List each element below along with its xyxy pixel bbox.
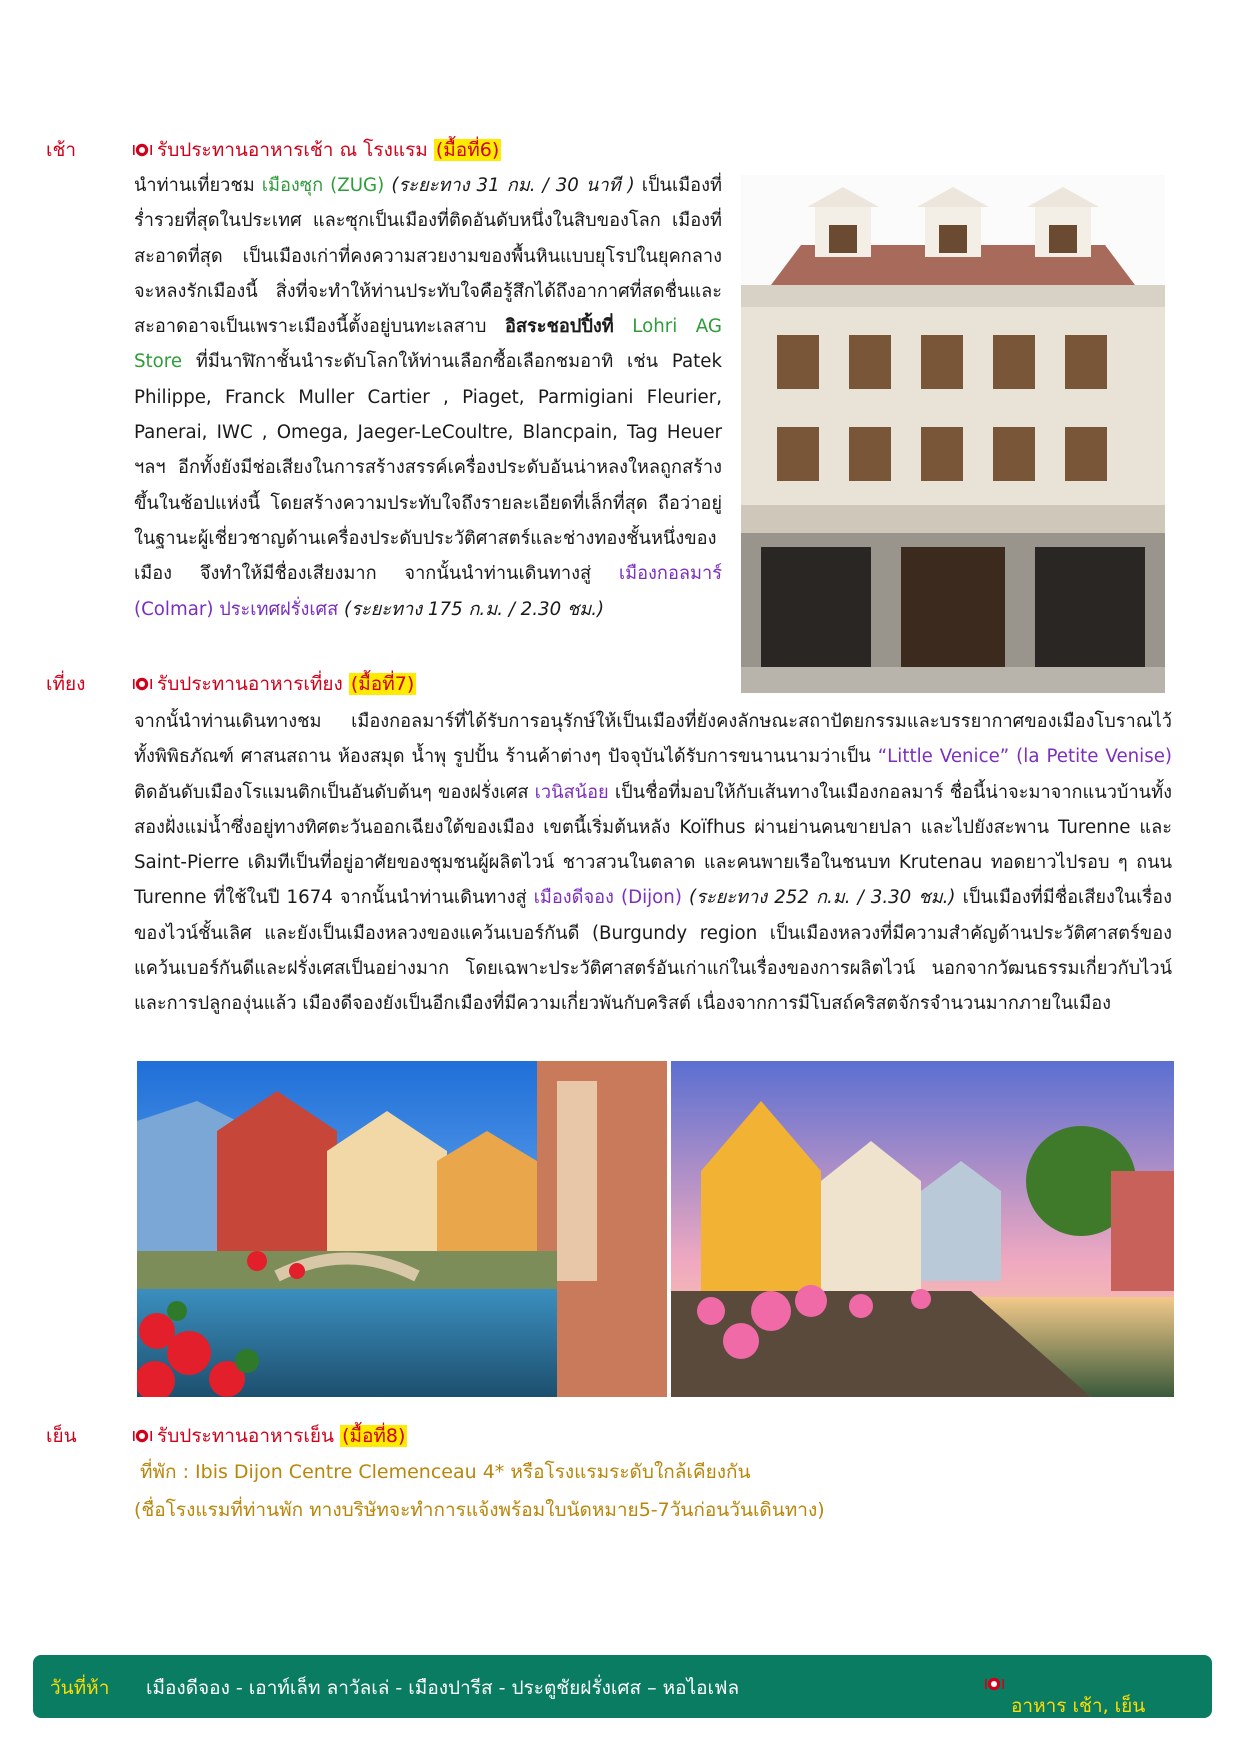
text-watches: ที่มีนาฬิกาชั้นนำระดับโลกให้ท่านเลือกซื้อเลือกชมอาทิ เช่น Patek Philippe, Franck Muller Cartier , Piaget, Parmigiani Fleurier, Panerai, IWC , Omega, Jaeger-LeCoultre, Blancpain, Tag Heuer ฯลฯ อีกทั้งยังมีช่อเสียงในการสร้างสรรค์เครื่องประดับอันน่าหลงใหลถูกสร้างขึ้นในช้อปแห่งนี้ โดยสร้างความประทับใจถึงรายละเอียดที่เล็กที่สุด ถือว่าอยู่ในฐานะผู้เชี่ยวชาญด้านเครื่องประดับประวัติศาสตร์และช่างทองชั้นหนึ่งของเมือง จึงทำให้มีชื่องเสียงมาก จากนั้นนำท่านเดินทางสู่ — [134, 351, 722, 585]
text-romantic: ติดอันดับเมืองโรแมนติกเป็นอันดับต้นๆ ของฝรั่งเศส — [134, 781, 529, 803]
distance-dijon: (ระยะทาง 252 ก.ม. / 3.30 ชม.) — [689, 887, 956, 909]
dish-icon — [133, 677, 153, 691]
dish-icon — [133, 1429, 153, 1443]
meal-line-lunch — [133, 669, 416, 699]
meal-text: รับประทานอาหารเที่ยง — [157, 673, 343, 695]
place-dijon: เมืองดีจอง (Dijon) — [533, 887, 682, 909]
day-route: เมืองดีจอง - เอาท์เล็ท ลาวัลเล่ - เมืองปารีส - ประตูชัยฝรั่งเศส – หอไอเฟล — [146, 1677, 740, 1699]
day-label: วันที่ห้า — [50, 1677, 110, 1699]
text-dijon: เป็นเมืองที่มีชื่อเสียงในเรื่องของไวน์ชั้นเลิศ และยังเป็นเมืองหลวงของแคว้นเบอร์กันดี (Burgundy region เป็นเมืองหลวงที่มีความสำคัญด้านประวัติศาสตร์ของแคว้นเบอร์กันดีและฝรั่งเศสเป็นอย่างมาก โดยเฉพาะประวัติศาสตร์อันเก่าแก่ในเรื่องของการผลิตไวน์ นอกจากวัฒนธรรมเกี่ยวกับไวน์และการปลูกองุ่นแล้ว เมืองดีจองยังเป็นอีกเมืองที่มีความเกี่ยวพันกับคริสต์ เนื่องจากการมีโบสถ์คริสตจักรจำนวนมากภายในเมือง — [134, 887, 1172, 1015]
meal-line-dinner — [133, 1421, 407, 1451]
meals-text: อาหาร เช้า, เย็น — [1011, 1695, 1146, 1717]
time-morning: เช้า — [46, 139, 77, 161]
time-evening: เย็น — [46, 1425, 77, 1447]
distance-colmar: (ระยะทาง 175 ก.ม. / 2.30 ชม.) — [344, 598, 605, 620]
day-meals — [985, 1673, 1146, 1717]
place-zug: เมืองซุก (ZUG) — [261, 175, 385, 196]
text-zug: เป็นเมืองที่ร่ำรวยที่สุดในประเทศ และซุกเป็นเมืองที่ติดอันดับหนึ่งในสิบของโลก เมืองที่สะอาดที่สุด เป็นเมืองเก่าที่คงความสวยงามของพื้นหินแบบยุโรปในยุคกลางจะหลงรักเมืองนี้ สิ่งที่จะทำให้ท่านประทับใจคือรู้สึกได้ถึงอากาศที่สดชื่นและสะอาดอาจเป็นเพราะเมืองนี้ตั้งอยู่บนทะเลสาบ — [134, 175, 722, 338]
meal-tag: (มื้อที่8) — [342, 1425, 406, 1447]
hotel-note: (ชื่อโรงแรมที่ท่านพัก ทางบริษัทจะทำการแจ้งพร้อมใบนัดหมาย5-7วันก่อนวันเดินทาง) — [134, 1499, 825, 1521]
text-route: เป็นชื่อที่มอบให้กับเส้นทางในเมืองกอลมาร์ ชื่อนี้น่าจะมาจากแนวบ้านทั้งสองฝั่งแม่น้ำซึ่งอยู่ทางทิศตะวันออกเฉียงใต้ของเมือง เขตนี้เริ่มต้นหลัง Koïfhus ผ่านย่านคนขายปลา และไปยังสะพาน Turenne และ Saint-Pierre เดิมทีเป็นที่อยู่อาศัยของชุมชนผู้ผลิตไวน์ ชาวสวนในตลาด และคนพายเรือในชนบท Krutenau ทอดยาวไปรอบ ๆ ถนน Turenne ที่ใช้ในปี 1674 จากนั้นนำท่านเดินทางสู่ — [134, 781, 1172, 909]
place-colmar: เมืองกอลมาร์ (Colmar) ประเทศฝรั่งเศส — [134, 563, 722, 620]
venice-small: เวนิสน้อย — [534, 781, 609, 803]
meal-text: รับประทานอาหารเย็น — [157, 1425, 335, 1447]
little-venice: “Little Venice” (la Petite Venise) — [877, 746, 1172, 768]
text-shopping: อิสระชอปปิ้งที่ — [504, 316, 614, 338]
photo-lohri-building — [741, 175, 1165, 693]
photo-colmar-canal-2 — [671, 1061, 1174, 1397]
dish-icon — [985, 1677, 1005, 1691]
text-colmar: จากนั้นำท่านเดินทางชม เมืองกอลมาร์ที่ได้รับการอนุรักษ์ให้เป็นเมืองที่ยังคงลักษณะสถาปัตยกรรมและบรรยากาศของเมืองโบราณไว้ ทั้งพิพิธภัณฑ์ ศาสนสถาน ห้องสมุด น้ำพุ รูปปั้น ร้านค้าต่างๆ ปัจจุบันได้รับการขนานนามว่าเป็น — [134, 711, 1172, 768]
meal-text: รับประทานอาหารเช้า ณ โรงแรม — [157, 139, 428, 161]
hotel-line: ที่พัก : Ibis Dijon Centre Clemenceau 4* หรือโรงแรมระดับใกล้เคียงกัน — [140, 1461, 751, 1483]
photo-colmar-canal-1 — [137, 1061, 667, 1397]
meal-tag: (มื้อที่6) — [435, 139, 500, 161]
paragraph-colmar-dijon — [134, 704, 1172, 1022]
text-intro: นำท่านเที่ยวชม — [134, 175, 255, 196]
meal-tag: (มื้อที่7) — [350, 673, 415, 695]
paragraph-zug — [134, 168, 722, 627]
meal-line-breakfast — [133, 135, 501, 165]
time-noon: เที่ยง — [46, 673, 86, 695]
next-day-bar — [33, 1655, 1212, 1718]
distance-zug: (ระยะทาง 31 กม. / 30 นาที ) — [391, 175, 635, 196]
dish-icon — [133, 143, 153, 157]
store-lohri: Lohri AG Store — [134, 316, 722, 373]
